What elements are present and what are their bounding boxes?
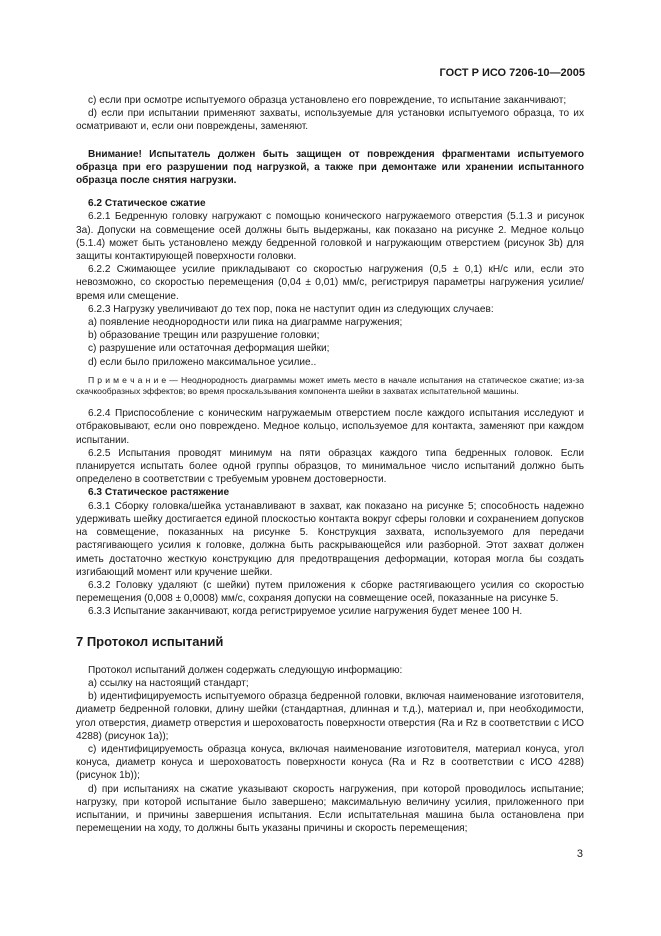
list-item: d) при испытаниях на сжатие указывают скорость нагружения, при которой проводилось испытание; нагрузку, при которой испытание было завершено; максимальную величину усилия, приложенного при испытании, и причины завершения испытания. Если испытательная машина была остановлена при перемещении на ходу, то должны быть указаны причины и скорость перемещения; (76, 783, 584, 835)
section-heading-6-2: 6.2 Статическое сжатие (88, 198, 206, 210)
paragraph: d) если при испытании применяют захваты, используемые для установки испытуемого образца, то их осматривают и, если они повреждены, заменяют. (76, 108, 584, 133)
page-content (76, 94, 584, 835)
paragraph-6-2-3: 6.2.3 Нагрузку увеличивают до тех пор, пока не наступит один из следующих случаев: (88, 303, 494, 315)
list-item: d) если было приложено максимальное усилие.. (88, 356, 317, 368)
list-item: c) идентифицируемость образца конуса, включая наименование изготовителя, материал конуса, угол конуса, диаметр конуса и шероховатость поверхности конуса (Ra и Rz в соответствии с ИСО 4288) (рисунок 1b)); (76, 743, 584, 782)
section-heading-6-3: 6.3 Статическое растяжение (88, 487, 230, 499)
list-item: a) ссылку на настоящий стандарт; (88, 677, 249, 689)
paragraph: Протокол испытаний должен содержать следующую информацию: (88, 664, 403, 676)
section-heading-7: 7 Протокол испытаний (76, 633, 224, 649)
list-item: c) разрушение или остаточная деформация шейки; (88, 343, 330, 355)
paragraph-6-3-2: 6.3.2 Головку удаляют (с шейки) путем приложения к сборке растягивающего усилия со скоростью перемещения (0,008 ± 0,0008) мм/с, сохраняя допуски на совмещение осей, показанные на рисунке 5. (76, 579, 584, 605)
note: П р и м е ч а н и е — Неоднородность диаграммы может иметь место в начале испытания на статическое сжатие; из-за скачкообразных эффектов; во время проскальзывания компонента шейки в захватах испытательной машины. (76, 374, 584, 397)
standard-header: ГОСТ Р ИСО 7206-10—2005 (439, 67, 585, 79)
paragraph-6-2-2: 6.2.2 Сжимающее усилие прикладывают со скоростью нагружения (0,5 ± 0,1) кН/с или, если это невозможно, со скоростью перемещения (0,04 ± 0,01) мм/с, регистрируя параметры нагружения усилие/время или смещение. (76, 264, 584, 302)
paragraph-6-3-3: 6.3.3 Испытание заканчивают, когда регистрируемое усилие нагружения будет менее 100 Н. (88, 606, 523, 618)
paragraph-6-2-4: 6.2.4 Приспособление с коническим нагружаемым отверстием после каждого испытания исследуют и отбраковывают, если оно повреждено. Медное кольцо, используемое для контакта, заменяют при каждом испытании. (76, 408, 584, 446)
paragraph-6-2-5: 6.2.5 Испытания проводят минимум на пяти образцах каждого типа бедренных головок. Если планируется испытать более одной группы образцов, то минимальное число испытаний должно быть определено в соответствии с требуемым уровнем достоверности. (76, 447, 584, 486)
paragraph: c) если при осмотре испытуемого образца установлено его повреждение, то испытание заканчивают; (88, 95, 567, 106)
list-item: a) появление неоднородности или пика на диаграмме нагружения; (88, 317, 403, 329)
paragraph-6-2-1: 6.2.1 Бедренную головку нагружают с помощью конического нагружаемого отверстия (5.1.3 и рисунок 3а). Допуски на совмещение осей должны быть выдержаны, как показано на рисунке 2. Медное кольцо (5.1.4) может быть установлено между бедренной головкой и нагружающим отверстием (рисунок 3b) для защиты контактирующей поверхности головки. (76, 211, 584, 263)
list-item: b) идентифицируемость испытуемого образца бедренной головки, включая наименование изготовителя, диаметр бедренной головки, длину шейки (стандартная, длинная и т.д.), материал и, при необходимости, угол отверстия, диаметр отверстия и шероховатость поверхности отверстия (Ra и Rz в соответствии с ИСО 4288) (рисунок 1a)); (76, 691, 584, 742)
page-number: 3 (576, 848, 583, 860)
warning-paragraph: Внимание! Испытатель должен быть защищен от повреждения фрагментами испытуемого образца при его разрушении под нагрузкой, а также при демонтаже или хранении испытанного образца после снятия нагрузки. (76, 148, 584, 187)
list-item: b) образование трещин или разрушение головки; (88, 330, 320, 342)
paragraph-6-3-1: 6.3.1 Сборку головка/шейка устанавливают в захват, как показано на рисунке 5; способность надежно удерживать шейку достигается единой плоскостью контакта вокруг сферы головки и сохранением допусков на совмещение, показанных на рисунке 5. Конструкция захвата, используемого для передачи растягивающего усилия к головке, должна быть раскрывающейся или разборной. Этот захват должен иметь достаточно жесткую конструкцию для предотвращения деформации, которая могла бы создать изгибающий момент или кручение шейки. (76, 500, 584, 578)
